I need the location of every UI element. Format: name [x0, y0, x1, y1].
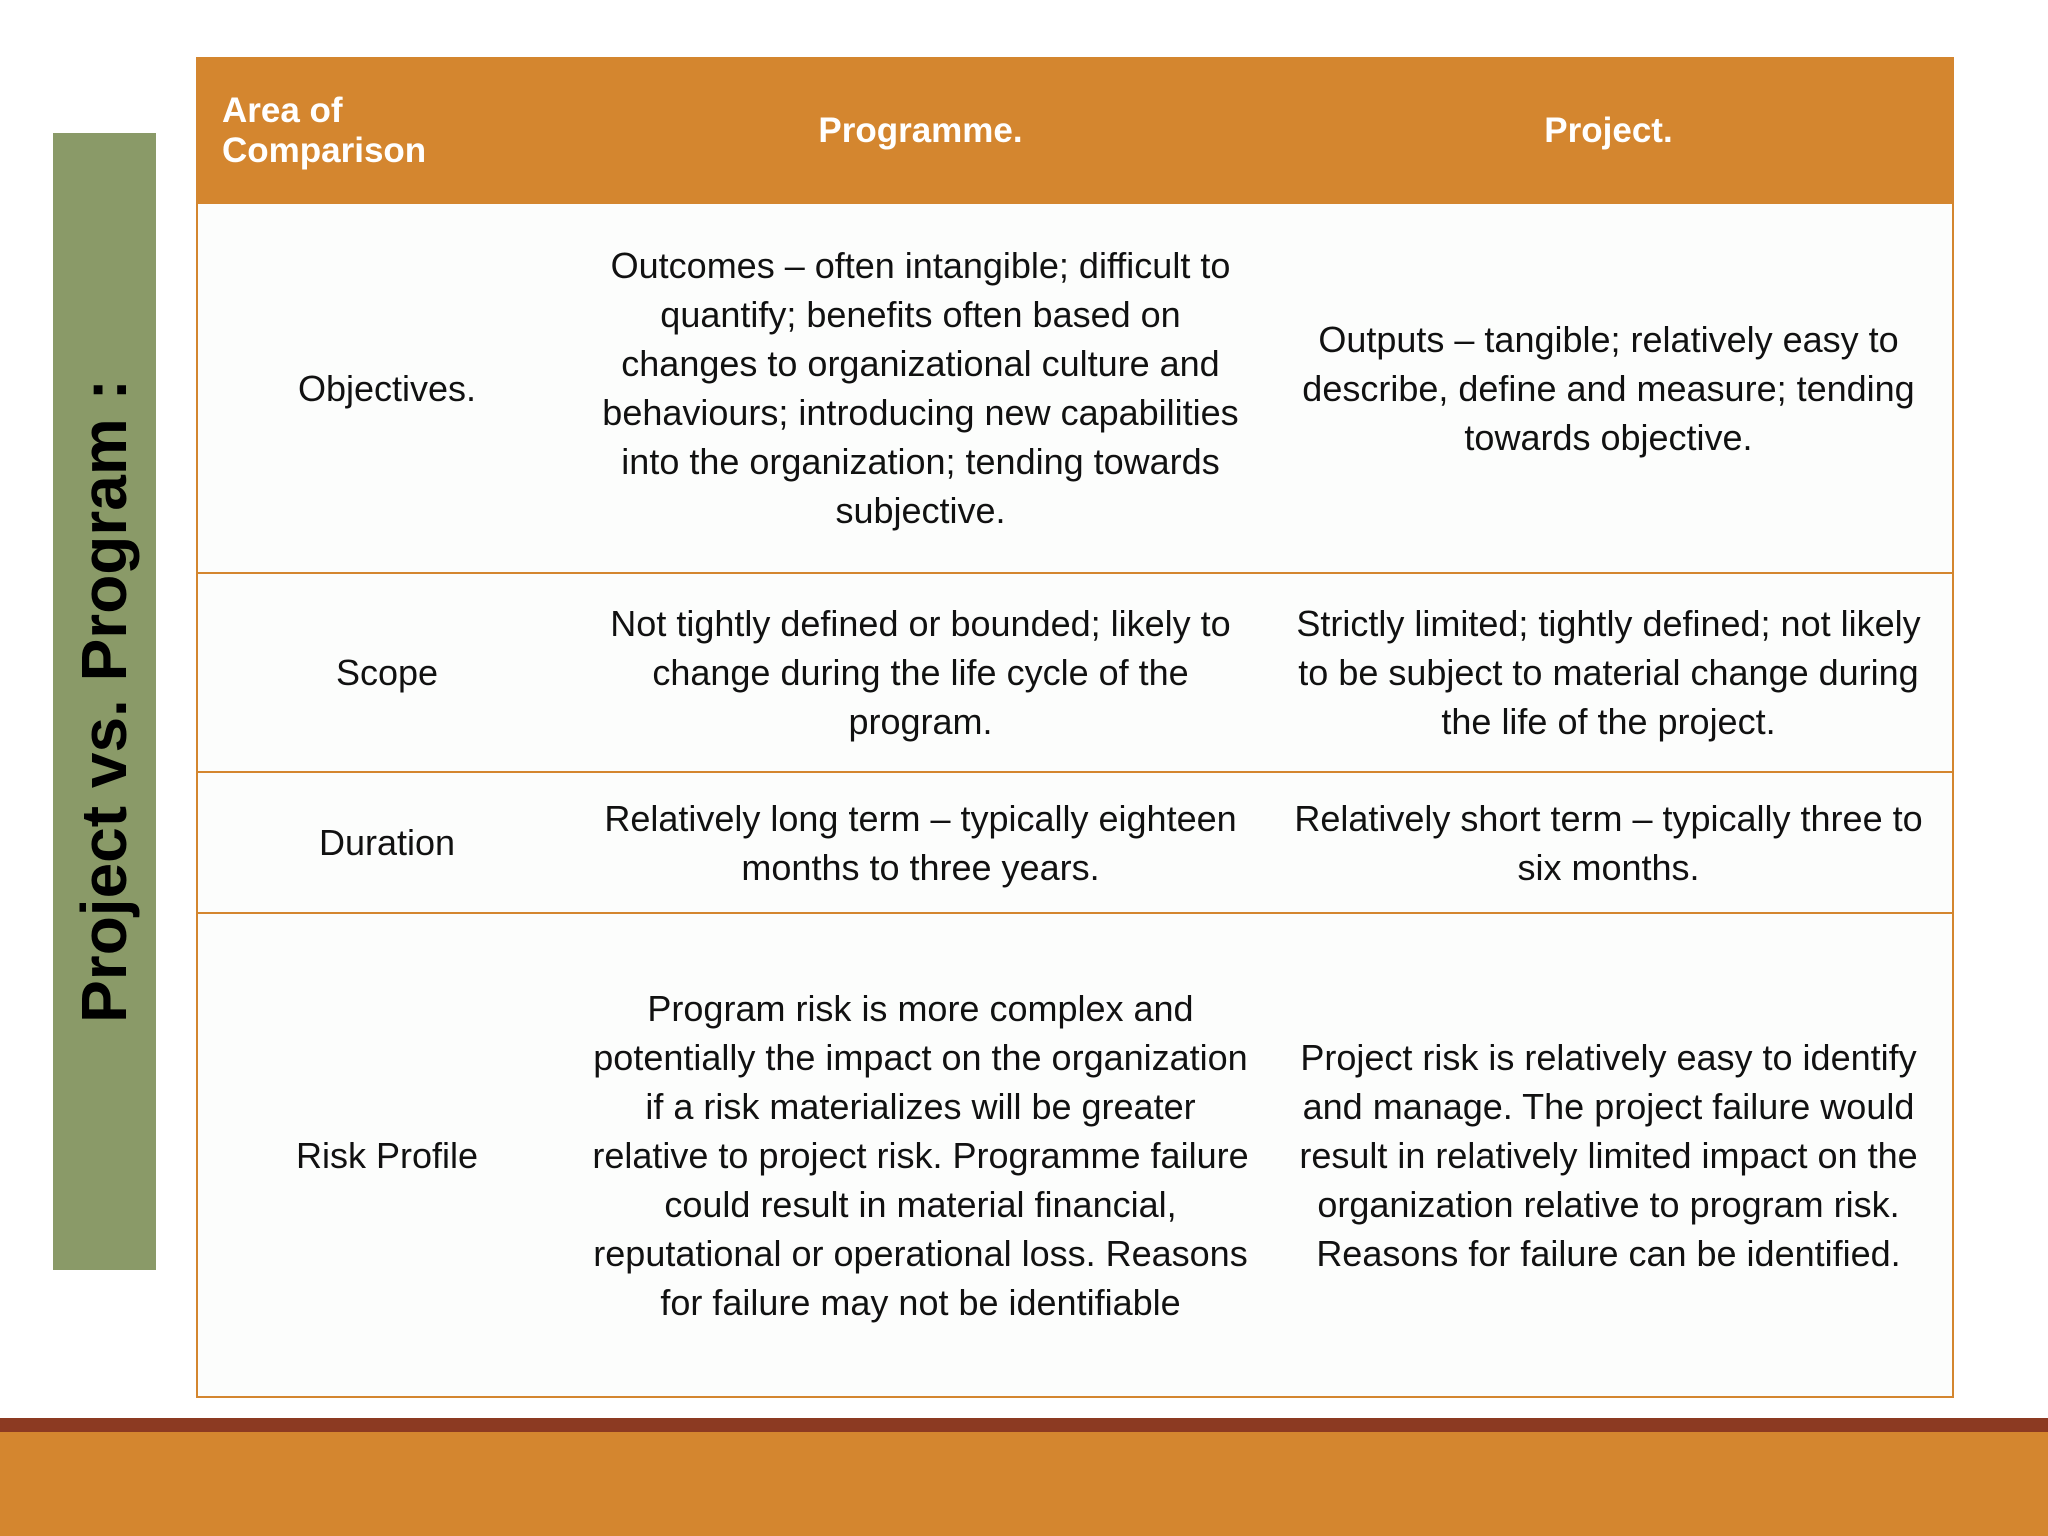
footer-band [0, 1432, 2048, 1536]
row-project-cell: Strictly limited; tightly defined; not likely to be subject to material change during the life of the project. [1265, 573, 1953, 772]
table-header-row [197, 58, 1953, 203]
row-programme-cell: Program risk is more complex and potentially the impact on the organization if a risk materializes will be greater relative to project risk. Programme failure could result in material financial, reputational or operational loss. Reasons for failure may not be identifiable [576, 913, 1265, 1397]
table-row [197, 203, 1953, 573]
row-project-cell: Project risk is relatively easy to identify and manage. The project failure would result in relatively limited impact on the organization relative to program risk. Reasons for failure can be identified. [1265, 913, 1953, 1397]
table-row [197, 913, 1953, 1397]
row-area-cell: Duration [197, 772, 576, 913]
header-project: Project. [1265, 58, 1953, 203]
slide-title: Project vs. Program : [68, 379, 140, 1023]
header-programme: Programme. [576, 58, 1265, 203]
row-area-cell: Scope [197, 573, 576, 772]
row-area-cell: Risk Profile [197, 913, 576, 1397]
row-programme-cell: Outcomes – often intangible; difficult to quantify; benefits often based on changes to organizational culture and behaviours; introducing new capabilities into the organization; tending towards subjective. [576, 203, 1265, 573]
table-row [197, 772, 1953, 913]
row-programme-cell: Relatively long term – typically eighteen months to three years. [576, 772, 1265, 913]
header-area-of-comparison: Area of Comparison [197, 58, 576, 203]
row-programme-cell: Not tightly defined or bounded; likely to change during the life cycle of the program. [576, 573, 1265, 772]
row-project-cell: Relatively short term – typically three to six months. [1265, 772, 1953, 913]
row-area-cell: Objectives. [197, 203, 576, 573]
comparison-table [196, 57, 1954, 1398]
table-row [197, 573, 1953, 772]
row-project-cell: Outputs – tangible; relatively easy to describe, define and measure; tending towards objective. [1265, 203, 1953, 573]
footer-divider-line [0, 1418, 2048, 1432]
